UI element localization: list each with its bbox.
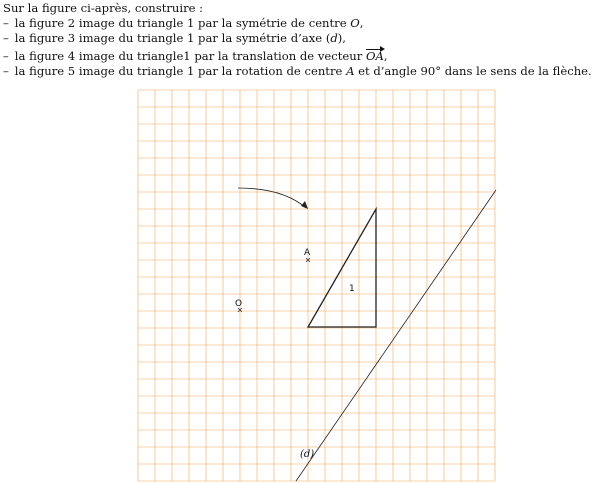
center-var: O bbox=[350, 16, 360, 30]
item-text: la figure 3 image du triangle 1 par la symétrie d’axe ( bbox=[14, 31, 331, 45]
item-text-end: et d’angle 90° dans le sens de la flèche. bbox=[358, 64, 592, 78]
item-text: la figure 2 image du triangle 1 par la symétrie de centre bbox=[14, 16, 347, 30]
line-d bbox=[296, 190, 496, 481]
item-text: la figure 4 image du triangle1 par la translation de vecteur bbox=[14, 49, 363, 63]
punct: ), bbox=[337, 31, 346, 45]
point-a-label: A bbox=[304, 248, 311, 258]
point-o-label: O bbox=[235, 299, 243, 309]
line-d-label: (d) bbox=[300, 449, 315, 460]
punct: , bbox=[383, 49, 388, 63]
list-dash: – bbox=[3, 64, 9, 78]
vector-oa: OA bbox=[365, 49, 384, 63]
triangle-1-label: 1 bbox=[349, 284, 355, 294]
list-dash: – bbox=[3, 49, 9, 63]
rotation-center-var: A bbox=[346, 64, 355, 78]
list-dash: – bbox=[3, 16, 9, 30]
axis-var: d bbox=[330, 31, 338, 45]
item-text: la figure 5 image du triangle 1 par la rotation de centre bbox=[14, 64, 343, 78]
rotation-arrow-head bbox=[301, 201, 308, 209]
grid-paper bbox=[138, 90, 495, 481]
list-dash: – bbox=[3, 31, 9, 45]
rotation-arrow bbox=[238, 188, 306, 208]
punct: , bbox=[359, 16, 364, 30]
intro-line: Sur la figure ci-après, construire : bbox=[3, 1, 204, 15]
